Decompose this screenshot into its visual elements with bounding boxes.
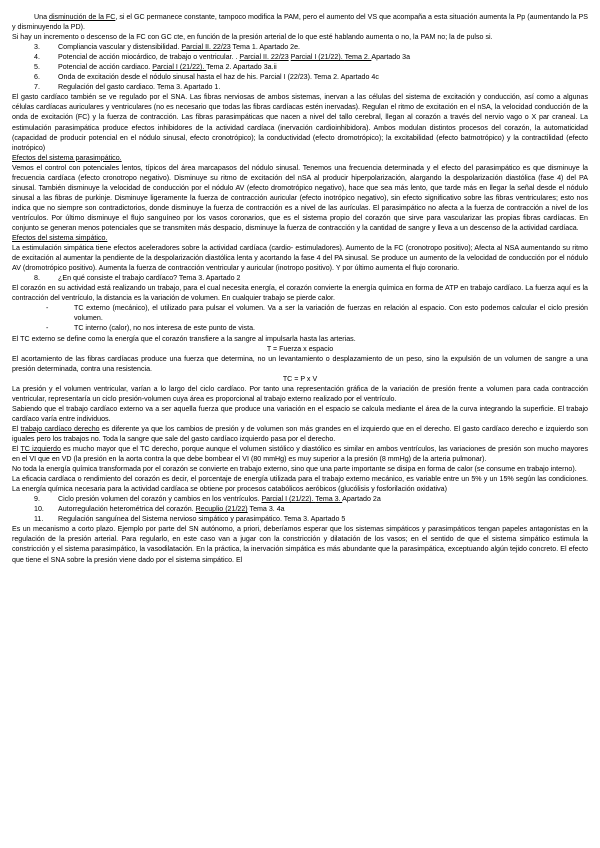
dash-item-external-tc: [12, 303, 588, 323]
underlined-ref: Parcial I (21/22).: [290, 53, 345, 62]
text: El: [12, 445, 21, 454]
list-item-5: [12, 62, 588, 72]
list-item-11: [12, 514, 588, 524]
text: Potencial de acción cardiaco.: [58, 63, 153, 72]
underlined-term: disminución de la FC: [49, 13, 116, 21]
underlined-ref: Recuplio (21/22): [195, 505, 248, 514]
list-number: 8.: [34, 274, 40, 283]
heading-sympathetic: Efectos del sistema simpático.: [12, 234, 108, 243]
text: El: [12, 424, 21, 433]
paragraph-fiber-shortening: El acortamiento de las fibras cardíacas produce una fuerza que determina, no un levantamiento o desplazamiento de un peso, sino la expulsión de un volumen de sangre a una presión determinada, contra una resistencia.: [12, 354, 588, 373]
list-number: 7.: [34, 83, 40, 92]
list-item-10: [12, 504, 588, 514]
paragraph-sympathetic: La estimulación simpática tiene efectos aceleradores sobre la actividad cardíaca (cardio- estimuladores). Aumento de la FC (cronotropo positivo); Afecta al NSA aumentando su ritmo de excitación al aumentar la pendiente de la despolarización diastólica lenta y acortando la fase 4 del PA sinusal. Se produce un aumento de la velocidad de conducción por el nódulo AV (dromotrópico positivo). Aumenta la fuerza de contracción ventricular y auricular (inotropo positivo). Y por último aumenta el flujo coronario.: [12, 244, 588, 273]
text: , si el GC permanece constante, tampoco modifica la PAM, pero el aumento del VS que acompaña a esta situación aumenta la Pp (aumentando la PS y disminuyendo la PD).: [12, 13, 588, 32]
underlined-ref: Parcial II. 22/23: [181, 43, 231, 52]
text: es mucho mayor que el TC derecho, porque aunque el volumen sistólico y diastólico es similar en ambos ventrículos, las variaciones de presión son mucho mayores en el VI que en VD (la presión en la aorta contra la que debe bombear el VI (80 mmHg) es muy superior a la presión (8 mmHg) de la arteria pulmonar).: [12, 445, 589, 464]
list-item-6: [12, 72, 588, 82]
list-number: 9.: [34, 495, 40, 504]
text: Una: [34, 13, 50, 21]
dash-text: TC externo (mecánico), el utilizado para pulsar el volumen. Va a ser la variación de fuerzas en relación al espacio. Con esto podemos calcular el ciclo presión volumen.: [74, 304, 588, 323]
list-text: Regulación sanguínea del Sistema nervioso simpático y parasimpático. Tema 3. Apartado 5: [58, 515, 346, 524]
paragraph-heat-loss: No toda la energía química transformada por el corazón se convierte en trabajo externo, sino que una parte importante se disipa en forma de calor (se consume en trabajo interno).: [12, 465, 577, 474]
text: Apartado 3a: [371, 53, 411, 62]
list-text: Regulación del gasto cardiaco. Tema 3. Apartado 1.: [58, 83, 221, 92]
list-item-7: [12, 82, 588, 92]
text: es diferente ya que los cambios de presión y de volumen son más grandes en el izquierdo que en el derecho. El gasto cardíaco derecho e izquierdo son iguales pero los trabajos no. Toda la sangre que sale del gasto cardíaco izquierdo pasa por el derecho.: [12, 424, 588, 443]
paragraph-sna-regulation: El gasto cardíaco también se ve regulado por el SNA. Las fibras nerviosas de ambos sistemas, inervan a las células del sistema de excitación y conducción, así como a algunas células cardíacas auriculares y ventriculares (no es necesario que todas las fibras cardíacas estén inervadas). Regulan el ritmo de excitación en el nSA, la velocidad conducción de la onda de excitación (FC) y la fuerza de contracción. Las fibras parasimpáticas que nacen a nivel del tallo cerebral, llegan al corazón a través del nervio vago o X par craneal. La estimulación parasimpática produce efectos inhibidores de la actividad cardíaca (inervación cardioinhibidora). Ambos modulan distintos procesos del corazón, la automaticidad (capacidad de producir potencial en el nódulo sinusal, efecto cronotrópico); la conductividad (efecto dromotrópico); la excitabilidad (efecto batmotrópico) y la contractilidad (efecto inotrópico): [12, 93, 588, 152]
paragraph-area-curve: Sabiendo que el trabajo cardíaco externo va a ser aquella fuerza que produce una variación en el espacio se calcula mediante el área de la curva integrando la superficie. El trabajo cardíaco varía entre individuos.: [12, 404, 588, 423]
dash-bullet: -: [46, 324, 49, 333]
list-number: 5.: [34, 63, 40, 72]
paragraph-tc-definition: El TC externo se define como la energía que el corazón transfiere a la sangre al impulsarla hasta las arterias.: [12, 334, 356, 343]
list-item-8: [12, 273, 588, 283]
text: Apartado 2a: [342, 495, 381, 504]
text: Potencial de acción miocárdico, de trabajo o ventricular. .: [58, 53, 240, 62]
text: Tema 2. Apartado 3a.ii: [206, 63, 277, 72]
equation-tc: TC = P x V: [282, 374, 318, 383]
paragraph-pressure-volume: La presión y el volumen ventricular, varían a lo largo del ciclo cardíaco. Por tanto una representación gráfica de la variación de presión frente a volumen para cada contracción ventricular, representaría un ciclo presión-volumen cuya área es proporcional al trabajo externo realizado por el ventrículo.: [12, 384, 588, 403]
paragraph-left-work: [12, 444, 588, 464]
paragraph-short-term-regulation: Es un mecanismo a corto plazo. Ejemplo por parte del SN autónomo, a priori, deberíamos esperar que los sistemas simpáticos y parasimpáticos tengan papeles antagonistas en la regulación de la presión arterial. Para regularlo, en este caso van a jugar con la constricción y dilatación de los vasos; en el sentido de que el sistema simpático estimula la constricción y el sistema parasimpático, la vasodilatación. En la práctica, la inervación simpática es más abundante que la parasimpática, exceptuando algún tejido concreto. El efecto que tiene el SNA sobre la presión viene dado por el sistema simpático. El: [12, 525, 588, 564]
text: Ciclo presión volumen del corazón y cambios en los ventrículos.: [58, 495, 262, 504]
list-item-9: [12, 494, 588, 504]
underlined-ref: Tema 2.: [344, 53, 372, 62]
text: Tema 1. Apartado 2e.: [230, 43, 300, 52]
text: Autorregulación heterométrica del corazón.: [58, 505, 196, 514]
list-item-3: [12, 42, 588, 52]
underlined-term: trabajo cardíaco derecho: [20, 424, 100, 433]
text: Tema 3. 4a: [247, 505, 285, 514]
underlined-term: TC izquierdo: [20, 445, 61, 454]
text: Compliancia vascular y distensibilidad.: [58, 43, 182, 52]
underlined-ref: Parcial I (21/22).: [152, 63, 207, 72]
paragraph-cardiac-work: El corazón en su actividad está realizando un trabajo, para el cual necesita energía, el corazón convierte la energía química en forma de ATP en trabajo cardíaco. La fuerza aquí es la contracción del ventrículo, la distancia es la variación de volumen. En cualquier trabajo se pierde calor.: [12, 284, 588, 303]
list-text: Onda de excitación desde el nódulo sinusal hasta el haz de his. Parcial I (22/23). Tema 2. Apartado 4c: [58, 73, 379, 82]
heading-parasympathetic: Efectos del sistema parasimpático.: [12, 153, 122, 162]
underlined-ref: Parcial I (21/22).: [261, 495, 316, 504]
dash-bullet: -: [46, 304, 49, 313]
dash-item-internal-tc: [12, 323, 588, 333]
list-text: ¿En qué consiste el trabajo cardíaco? Tema 3. Apartado 2: [58, 274, 241, 283]
paragraph-fc-decrease: [12, 12, 588, 32]
paragraph-efficiency: La eficacia cardíaca o rendimiento del corazón es decir, el porcentaje de energía utilizada para el trabajo externo mecánico, es variable entre un 5% y un 15% según las condiciones. La energía química necesaria para la actividad cardíaca se obtiene por procesos catabólicos aeróbicos (glucólisis y fosforilación oxidativa): [12, 475, 588, 494]
dash-text: TC interno (calor), no nos interesa de este punto de vista.: [74, 324, 255, 333]
paragraph-parasympathetic: Vemos el control con potenciales lentos, típicos del área marcapasos del nódulo sinusal. Tenemos una frecuencia determinada y el efecto del parasimpático es que disminuye la frecuencia cardíaca (efecto cronotropo negativo). Disminuye su ritmo de excitación del nSA al producir hiperpolarización, alargando la despolarización diastólica (fase 4) del PA sinusal. También disminuye la velocidad de conducción por el nódulo AV (efecto dromotrópico negativo), hace que sea más lento, que tarde más en llegar la señal desde el nódulo sinusal a las fibras de purkinje. Disminuye ligeramente la fuerza de contracción auricular (efecto inotrópico negativo), sin efecto significativo sobre las fibras ventriculares; esto nos indica que no siempre son contradictorios, donde disminuye la fuerza de contracción es a nivel de las aurículas. El parasimpático no afecta a la fuerza de contracción a nivel de los ventrículos. Por último disminuye el flujo sanguíneo por los vasos coronarios, que es el sistema propio del corazón que sirve para vascularizar las propias fibras cardíacas. En conjunto se generan menos potenciales que se transmiten más despacio, disminuye la fuerza de contracción y la cantidad de sangre y lleva a un descenso de la actividad cardíaca.: [12, 163, 588, 232]
underlined-ref: Parcial II. 22/23: [239, 53, 289, 62]
list-number: 6.: [34, 73, 40, 82]
list-number: 4.: [34, 53, 40, 62]
paragraph-fc-change: Si hay un incremento o descenso de la FC con GC cte, en función de la presión arterial de lo que esté hablando aumenta o no, la PAM no; la de pulso si.: [12, 33, 493, 42]
list-number: 11.: [34, 515, 44, 524]
underlined-ref: Tema 3.: [315, 495, 343, 504]
list-number: 10.: [34, 505, 44, 514]
equation-work: T = Fuerza x espacio: [266, 344, 334, 353]
paragraph-right-work: [12, 424, 588, 444]
list-item-4: [12, 52, 588, 62]
list-number: 3.: [34, 43, 40, 52]
